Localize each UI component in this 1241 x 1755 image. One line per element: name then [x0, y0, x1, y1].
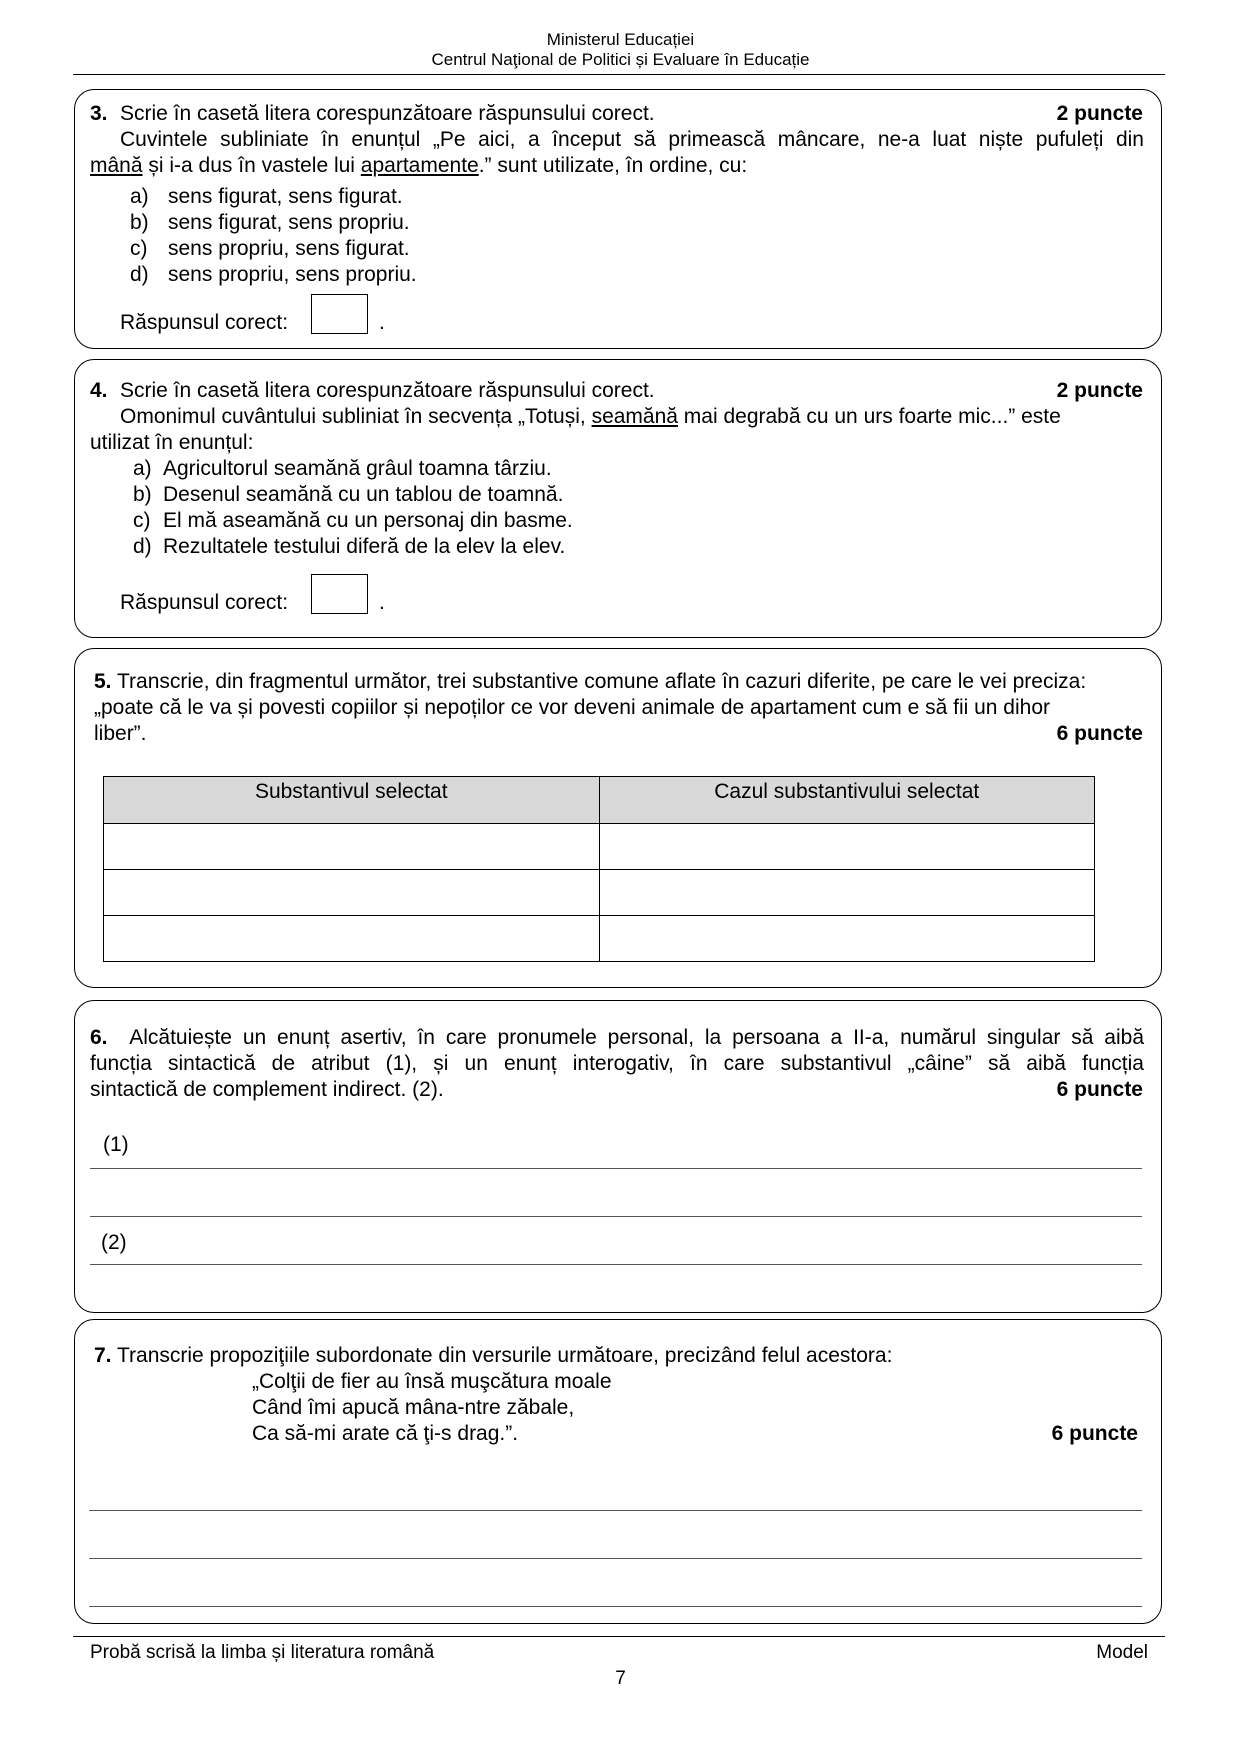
q3-option-a-text: sens figurat, sens figurat.: [168, 185, 403, 208]
q6-label-1: (1): [103, 1133, 129, 1156]
q6-label-2: (2): [101, 1231, 127, 1254]
q4-option-c: c): [133, 509, 151, 532]
footer-subject: Probă scrisă la limba și literatura română: [90, 1642, 435, 1663]
q5-points: 6 puncte: [1056, 722, 1143, 745]
q6-answer-line-1[interactable]: [90, 1168, 1142, 1169]
q7-verse-1: „Colţii de fier au însă muşcătura moale: [252, 1370, 612, 1393]
q7-line1: 7. Transcrie propoziţiile subordonate din versurile următoare, precizând felul acestora:: [94, 1344, 893, 1367]
q3-option-a: a): [130, 185, 149, 208]
q6-answer-line-2[interactable]: [90, 1216, 1142, 1217]
q6-line2: funcția sintactică de atribut (1), și un enunț interogativ, în care substantivul „câine” să aibă funcția: [90, 1052, 1144, 1075]
q3-stem-mid: și i-a dus în vastele lui: [142, 154, 361, 177]
q4-stem-line1: Omonimul cuvântului subliniat în secvența „Totuși, seamănă mai degrabă cu un urs foarte mic...” este: [120, 405, 1061, 428]
q3-option-b: b): [130, 211, 149, 234]
table-row: [104, 870, 1095, 916]
q5-cell-case-3[interactable]: [599, 916, 1095, 962]
header-rule: [73, 74, 1165, 75]
q4-instruction: Scrie în casetă litera corespunzătoare răspunsului corect.: [120, 379, 655, 402]
q3-stem-end: .” sunt utilizate, în ordine, cu:: [478, 154, 748, 177]
q5-cell-noun-1[interactable]: [104, 824, 600, 870]
q6-line3: sintactică de complement indirect. (2).: [90, 1078, 444, 1101]
q4-points: 2 puncte: [1056, 379, 1143, 402]
q7-answer-line-2[interactable]: [89, 1558, 1142, 1559]
q4-option-d-text: Rezultatele testului diferă de la elev la elev.: [163, 535, 566, 558]
header-ministry: Ministerul Educației: [546, 30, 695, 49]
q7-verse-3: Ca să-mi arate că ţi-s drag.”.: [252, 1422, 519, 1445]
q3-option-d-text: sens propriu, sens propriu.: [168, 263, 417, 286]
q5-line2: „poate că le va și povesti copiilor și nepoților ce vor deveni animale de apartament cum e să fii un dihor: [94, 696, 1051, 719]
q4-underlined-word: seamănă: [591, 405, 678, 428]
page-number: 7: [615, 1668, 626, 1689]
q5-cell-case-2[interactable]: [599, 870, 1095, 916]
q6-number: 6.: [90, 1026, 108, 1049]
q7-answer-line-3[interactable]: [89, 1606, 1142, 1607]
table-row: [104, 824, 1095, 870]
q5-cell-case-1[interactable]: [599, 824, 1095, 870]
q6-answer-line-3[interactable]: [90, 1264, 1142, 1265]
q4-option-b-text: Desenul seamănă cu un tablou de toamnă.: [163, 483, 564, 506]
q3-number: 3.: [90, 102, 108, 125]
q3-underlined-word-1: mână: [90, 154, 143, 177]
table-row: [104, 916, 1095, 962]
q6-line1: 6. Alcătuiește un enunț asertiv, în care pronumele personal, la persoana a II-a, numărul singular să aibă: [90, 1026, 1144, 1049]
q5-cell-noun-2[interactable]: [104, 870, 600, 916]
q5-number: 5.: [94, 670, 112, 693]
q5-answer-table: [103, 776, 1095, 962]
q5-cell-noun-3[interactable]: [104, 916, 600, 962]
q7-points: 6 puncte: [1051, 1422, 1138, 1445]
q4-number: 4.: [90, 379, 108, 402]
q4-option-a-text: Agricultorul seamănă grâul toamna târziu.: [163, 457, 552, 480]
q3-answer-end: .: [379, 311, 385, 334]
q7-answer-line-1[interactable]: [89, 1510, 1142, 1511]
q4-option-c-text: El mă aseamănă cu un personaj din basme.: [163, 509, 573, 532]
q3-points: 2 puncte: [1056, 102, 1143, 125]
q3-stem-line2: [90, 153, 747, 180]
q3-instruction: Scrie în casetă litera corespunzătoare răspunsului corect.: [120, 102, 655, 125]
footer-rule: [73, 1636, 1165, 1637]
q3-answer-label: Răspunsul corect:: [120, 311, 289, 334]
q7-verse-2: Când îmi apucă mâna-ntre zăbale,: [252, 1396, 575, 1419]
q5-line1: 5. Transcrie, din fragmentul următor, trei substantive comune aflate în cazuri diferite, pe care le vei preciza:: [94, 670, 1087, 693]
q4-option-d: d): [133, 535, 152, 558]
q3-option-c-text: sens propriu, sens figurat.: [168, 237, 410, 260]
q6-points: 6 puncte: [1056, 1078, 1143, 1101]
q4-answer-end: .: [379, 591, 385, 614]
q4-answer-label: Răspunsul corect:: [120, 591, 289, 614]
q4-stem-line2: utilizat în enunțul:: [90, 431, 254, 454]
q3-answer-box[interactable]: [311, 294, 368, 334]
q4-answer-box[interactable]: [311, 574, 368, 614]
footer-model: Model: [1096, 1642, 1148, 1663]
q3-option-c: c): [130, 237, 148, 260]
q3-option-d: d): [130, 263, 149, 286]
header-center: Centrul Naţional de Politici și Evaluare în Educație: [431, 50, 810, 69]
q5-table-header-case: Cazul substantivului selectat: [599, 777, 1095, 824]
q5-table-header-noun: Substantivul selectat: [104, 777, 600, 824]
q4-option-a: a): [133, 457, 152, 480]
q7-number: 7.: [94, 1344, 112, 1367]
q4-option-b: b): [133, 483, 152, 506]
q3-option-b-text: sens figurat, sens propriu.: [168, 211, 410, 234]
q3-underlined-word-2: apartamente: [360, 154, 479, 177]
q3-stem-line1: Cuvintele subliniate în enunțul „Pe aici, a început să primească mâncare, ne-a luat niște pufuleți din: [120, 128, 1144, 151]
q5-line3: liber”.: [94, 722, 147, 745]
